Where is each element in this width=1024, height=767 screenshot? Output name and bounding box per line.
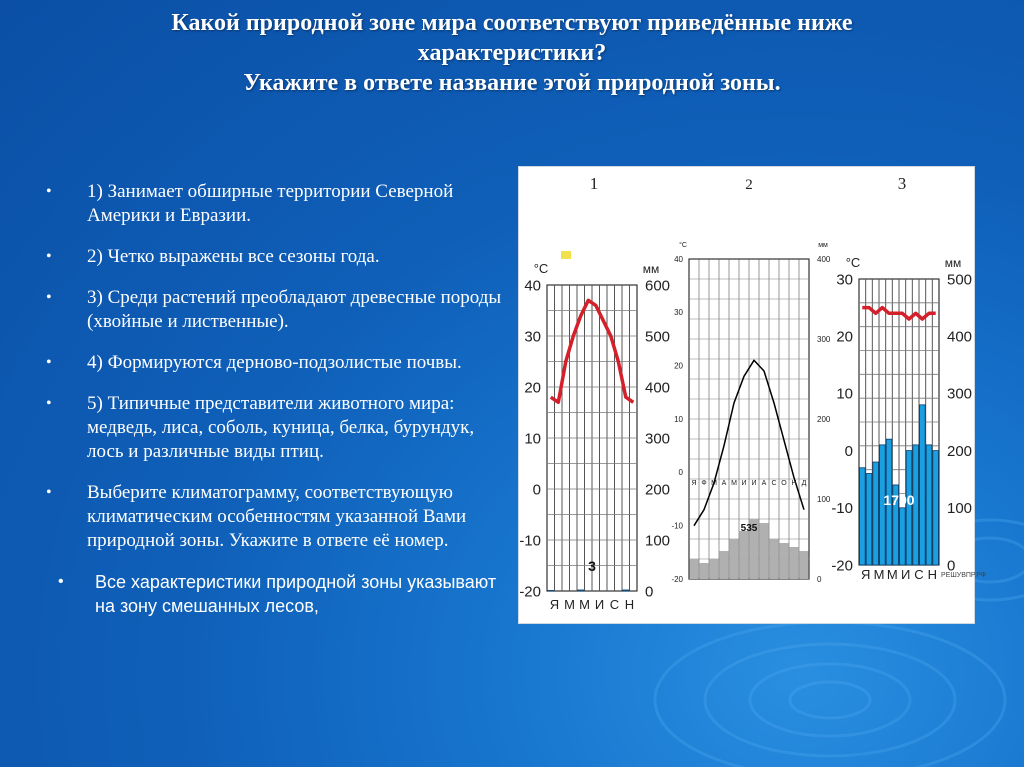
- bullet-text-2: 2) Четко выражены все сезоны года.: [87, 246, 380, 267]
- bullet-text-4: 4) Формируются дерново-подзолистые почвы.: [87, 352, 462, 373]
- month-label: Я: [691, 480, 697, 487]
- month-label: Н: [927, 567, 938, 582]
- precip-bar: [860, 468, 866, 565]
- month-label: М: [711, 480, 717, 487]
- temp-tick-label: 40: [524, 277, 541, 295]
- chart-number-3: 3: [897, 174, 907, 193]
- precip-tick-label: 100: [645, 532, 671, 550]
- bullet-list: [40, 180, 510, 618]
- precip-tick-label: 500: [947, 271, 973, 289]
- temp-tick-label: 0: [844, 442, 853, 460]
- temp-tick-label: -10: [519, 532, 541, 550]
- month-label: М: [579, 597, 590, 612]
- temp-tick-label: 0: [532, 481, 541, 499]
- bullet-text-6: Выберите климатограмму, соответствующую климатическим особенностям указанной Вами природной зоны. Укажите в ответе её номер.: [87, 482, 467, 551]
- precip-bar: [933, 451, 939, 565]
- precip-bar: [920, 405, 926, 565]
- precip-tick-label: 300: [645, 430, 671, 448]
- bullet-text-5: 5) Типичные представители животного мира: медведь, лиса, соболь, куница, белка, бурундук, лось и различные виды птиц.: [87, 393, 475, 462]
- bullet-text-7: Все характеристики природной зоны указывают на зону смешанных лесов,: [95, 572, 497, 616]
- precip-bar: [623, 590, 630, 591]
- page-title: [0, 8, 1024, 98]
- bullet-dot: •: [58, 573, 64, 590]
- yellow-marker: [561, 251, 571, 259]
- bullet-item-5: [40, 392, 510, 464]
- month-label: М: [886, 567, 898, 582]
- month-label: М: [731, 480, 737, 487]
- annual-precip-label: 3: [588, 558, 596, 574]
- temp-tick-label: -20: [671, 574, 683, 584]
- bullet-dot: •: [46, 248, 52, 265]
- month-label: С: [609, 597, 620, 612]
- temp-unit-label: °С: [679, 242, 687, 249]
- month-label: С: [914, 567, 924, 582]
- precip-tick-label: 300: [817, 334, 831, 344]
- precip-bar: [730, 539, 739, 579]
- temp-tick-label: 10: [836, 385, 853, 403]
- precip-bar: [800, 551, 809, 579]
- precip-tick-label: 500: [645, 328, 671, 346]
- bullet-item-7: [40, 570, 510, 618]
- precip-bar: [700, 563, 709, 579]
- precip-bar: [780, 543, 789, 579]
- precip-bar: [866, 473, 872, 565]
- temp-tick-label: 10: [524, 430, 541, 448]
- precip-tick-label: 300: [947, 385, 973, 403]
- precip-bar: [760, 523, 769, 579]
- month-label: И: [741, 480, 747, 487]
- temp-tick-label: 0: [678, 468, 683, 478]
- precip-unit-label: мм: [944, 256, 962, 270]
- climatograms-svg: [519, 167, 987, 623]
- month-label: А: [761, 480, 767, 487]
- bullet-dot: •: [46, 395, 52, 412]
- month-label: Д: [801, 480, 807, 487]
- precip-tick-label: 0: [645, 583, 654, 601]
- precip-bar: [690, 559, 699, 579]
- precip-bar: [710, 559, 719, 579]
- precip-tick-label: 0: [947, 557, 956, 575]
- month-label: О: [781, 480, 787, 487]
- precip-tick-label: 200: [817, 414, 831, 424]
- temp-tick-label: 20: [674, 361, 683, 371]
- month-label: Н: [791, 480, 797, 487]
- temp-tick-label: -20: [831, 557, 853, 575]
- temp-tick-label: 40: [674, 254, 683, 264]
- precip-bar: [720, 551, 729, 579]
- precip-tick-label: 0: [817, 574, 822, 584]
- month-label: Я: [860, 567, 871, 582]
- precip-tick-label: 100: [947, 500, 973, 518]
- precip-tick-label: 400: [947, 328, 973, 346]
- month-label: Ф: [701, 480, 707, 487]
- temp-tick-label: 30: [674, 308, 683, 318]
- precip-tick-label: 400: [817, 254, 831, 264]
- month-label: М: [564, 597, 575, 612]
- temp-tick-label: 30: [524, 328, 541, 346]
- bullet-text-1: 1) Занимает обширные территории Северной Америки и Евразии.: [87, 181, 454, 226]
- precip-tick-label: 400: [645, 379, 671, 397]
- precip-tick-label: 600: [645, 277, 671, 295]
- temp-unit-label: °C: [533, 261, 549, 276]
- temp-tick-label: -10: [831, 500, 853, 518]
- month-label: Н: [624, 597, 635, 612]
- title-line-2: характеристики?: [417, 40, 607, 66]
- precip-unit-label: мм: [642, 262, 660, 276]
- bullet-item-6: [40, 481, 510, 553]
- precip-bar: [770, 539, 779, 579]
- temp-tick-label: 20: [836, 328, 853, 346]
- temp-tick-label: -10: [671, 521, 683, 531]
- precip-tick-label: 200: [645, 481, 671, 499]
- watermark-text: РЕШУВПР.РФ: [941, 572, 987, 579]
- precip-bar: [926, 445, 932, 565]
- precip-bar: [790, 547, 799, 579]
- bullet-item-4: [40, 351, 510, 375]
- title-line-3: Укажите в ответе название этой природной зоны.: [243, 70, 781, 96]
- month-label: И: [751, 480, 757, 487]
- precip-tick-label: 200: [947, 442, 973, 460]
- precip-bar: [548, 590, 555, 591]
- bullet-item-1: [40, 180, 510, 228]
- chart-number-2: 2: [745, 177, 753, 193]
- precip-bar: [900, 508, 906, 565]
- temp-tick-label: 10: [674, 414, 683, 424]
- bullet-dot: •: [46, 289, 52, 306]
- month-label: Я: [549, 597, 560, 612]
- bullet-dot: •: [46, 354, 52, 371]
- temp-tick-label: 30: [836, 271, 853, 289]
- bullet-dot: •: [46, 183, 52, 200]
- temp-unit-label: °C: [845, 255, 861, 270]
- bullet-dot: •: [46, 484, 52, 501]
- temp-tick-label: -20: [519, 583, 541, 601]
- month-label: И: [900, 567, 911, 582]
- precip-unit-label: мм: [818, 242, 828, 249]
- bullet-item-2: [40, 245, 510, 269]
- bullet-text-3: 3) Среди растений преобладают древесные породы (хвойные и лиственные).: [87, 287, 502, 332]
- precip-bar: [578, 590, 585, 591]
- month-label: С: [771, 480, 777, 487]
- month-label: И: [594, 597, 605, 612]
- bullet-item-3: [40, 286, 510, 334]
- chart-number-1: 1: [589, 174, 599, 193]
- month-label: М: [873, 567, 885, 582]
- precip-bar: [873, 462, 879, 565]
- annual-precip-label: 535: [740, 523, 758, 534]
- title-line-1: Какой природной зоне мира соответствуют приведённые ниже: [171, 10, 853, 36]
- climatogram-panel: [518, 166, 987, 624]
- precip-bar: [740, 531, 749, 579]
- temp-tick-label: 20: [524, 379, 541, 397]
- month-label: А: [721, 480, 727, 487]
- precip-tick-label: 100: [817, 494, 831, 504]
- annual-precip-label: 1790: [883, 492, 915, 508]
